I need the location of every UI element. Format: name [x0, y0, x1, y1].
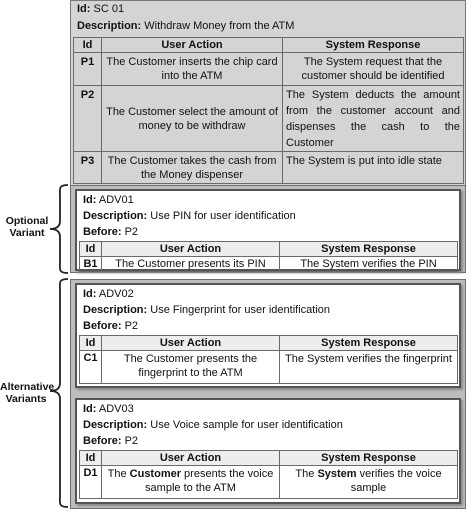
variant-id: [83, 194, 134, 206]
action-text-bold: Customer: [129, 468, 181, 480]
step-response: The System verifies the fingerprint: [280, 351, 458, 384]
scenario-id-value: SC 01: [93, 3, 125, 15]
header-id: Id: [80, 242, 102, 257]
optional-label-line2: Variant: [9, 227, 45, 239]
table-row: [74, 152, 464, 184]
optional-brace: [44, 183, 72, 275]
step-action: The Customer inserts the chip card into the ATM: [102, 53, 283, 86]
variant-id: [83, 288, 134, 300]
header-id: Id: [80, 336, 102, 351]
variant-id-label: Id:: [83, 403, 97, 415]
table-header-row: [74, 38, 464, 53]
step-action: The Customer takes the cash from the Money dispenser: [102, 152, 283, 184]
response-text-bold: System: [317, 468, 357, 480]
variant-before: [83, 435, 138, 447]
action-text-pre: The: [107, 468, 130, 480]
table-row: [80, 257, 458, 272]
step-id: C1: [80, 351, 102, 384]
variant-description: [83, 210, 296, 222]
alternative-variants-panel: [70, 279, 466, 509]
optional-variant-panel: [70, 185, 466, 273]
variant-before-value: P2: [124, 320, 139, 332]
scenario-id-label: Id:: [77, 3, 91, 15]
step-id: P2: [74, 86, 102, 152]
table-row: [80, 351, 458, 384]
variant-description: [83, 419, 343, 431]
variant-id-label: Id:: [83, 194, 97, 206]
variant-before-value: P2: [124, 226, 139, 238]
variant-card-adv02: [75, 283, 461, 388]
header-id: Id: [74, 38, 102, 53]
header-user-action: User Action: [102, 38, 283, 53]
variant-before: [83, 320, 138, 332]
step-response: The System deducts the amount from the customer account and dispenses the cash to the Customer: [283, 86, 464, 152]
response-text-post: verifies the voice sample: [350, 468, 442, 494]
step-id: B1: [80, 257, 102, 272]
table-row: [74, 86, 464, 152]
variant-id-value: ADV02: [98, 288, 134, 300]
header-system-response: System Response: [280, 451, 458, 466]
header-id: Id: [80, 451, 102, 466]
variant-card-adv03: [75, 398, 461, 504]
variant-table: [79, 241, 458, 272]
table-row: [80, 466, 458, 499]
step-action: The Customer select the amount of money to be withdraw: [102, 86, 283, 152]
scenario-desc-label: Description:: [77, 20, 142, 32]
response-text-pre: The: [295, 468, 318, 480]
main-scenario: [70, 0, 466, 186]
variant-before: [83, 226, 138, 238]
main-steps-table: [73, 37, 464, 184]
variant-before-label: Before:: [83, 435, 122, 447]
alternative-label-line1: Alternative: [0, 381, 55, 393]
header-system-response: System Response: [283, 38, 464, 53]
step-id: P1: [74, 53, 102, 86]
step-response: The System is put into idle state: [283, 152, 464, 184]
variant-card-adv01: [75, 189, 461, 271]
optional-label-line1: Optional: [5, 215, 49, 227]
alternative-label-line2: Variants: [5, 393, 47, 405]
step-action: The Customer presents the fingerprint to the ATM: [102, 351, 280, 384]
scenario-desc-value: Withdraw Money from the ATM: [144, 20, 295, 32]
variant-id-value: ADV01: [98, 194, 134, 206]
step-action: The Customer presents its PIN: [102, 257, 280, 272]
action-text-post: presents the voice sample to the ATM: [145, 468, 274, 494]
step-response: The System request that the customer should be identified: [283, 53, 464, 86]
header-system-response: System Response: [280, 242, 458, 257]
header-user-action: User Action: [102, 336, 280, 351]
scenario-id: [77, 3, 124, 15]
step-id: P3: [74, 152, 102, 184]
step-action: [102, 466, 280, 499]
header-user-action: User Action: [102, 451, 280, 466]
variant-table: [79, 335, 458, 384]
variant-desc-value: Use Voice sample for user identification: [150, 419, 343, 431]
variant-desc-label: Description:: [83, 419, 148, 431]
header-system-response: System Response: [280, 336, 458, 351]
variant-id-label: Id:: [83, 288, 97, 300]
variant-desc-value: Use PIN for user identification: [150, 210, 296, 222]
step-response: The System verifies the PIN: [280, 257, 458, 272]
step-id: D1: [80, 466, 102, 499]
variant-desc-value: Use Fingerprint for user identification: [150, 304, 330, 316]
variant-before-value: P2: [124, 435, 139, 447]
variant-desc-label: Description:: [83, 304, 148, 316]
variant-before-label: Before:: [83, 226, 122, 238]
table-row: [74, 53, 464, 86]
variant-before-label: Before:: [83, 320, 122, 332]
variant-table: [79, 450, 458, 499]
variant-id-value: ADV03: [98, 403, 134, 415]
header-user-action: User Action: [102, 242, 280, 257]
variant-description: [83, 304, 330, 316]
alternative-brace: [44, 277, 72, 509]
variant-id: [83, 403, 134, 415]
variant-desc-label: Description:: [83, 210, 148, 222]
step-response: [280, 466, 458, 499]
scenario-description: [77, 20, 294, 32]
